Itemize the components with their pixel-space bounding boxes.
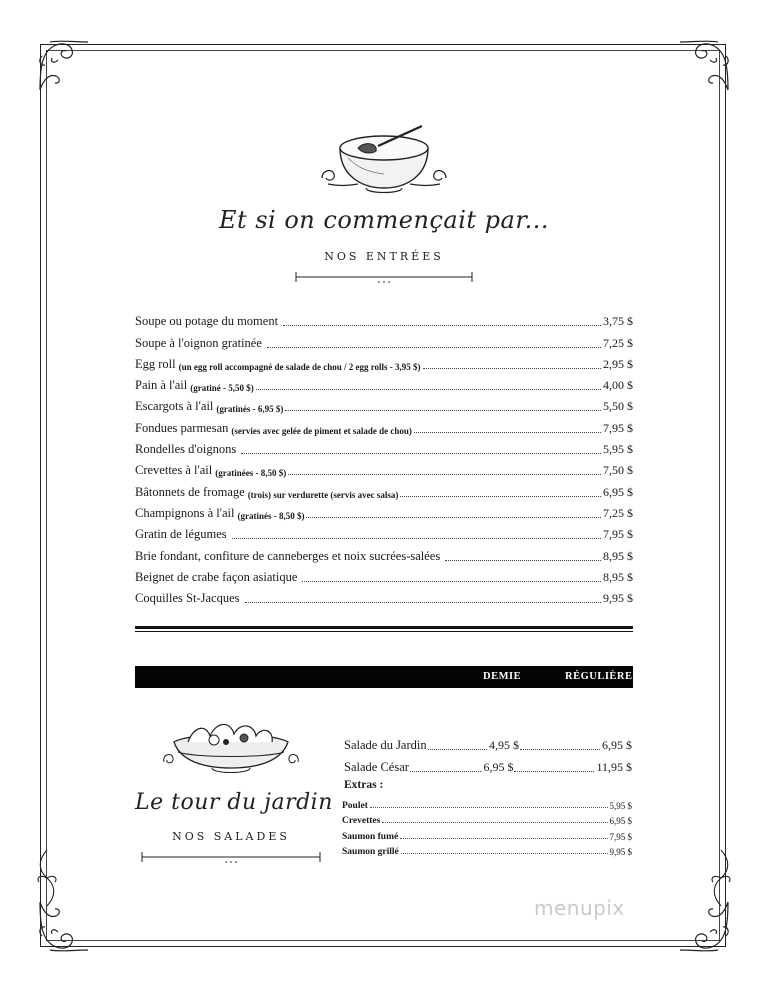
item-note: (servies avec gelée de piment et salade de chou) (231, 425, 412, 436)
item-price: 3,75 $ (603, 314, 633, 329)
item-price: 7,95 $ (603, 527, 633, 542)
item-price: 6,95 $ (603, 484, 633, 499)
item-name: Escargots à l'ail (135, 399, 214, 414)
list-item (342, 826, 632, 842)
item-note: (trois) sur verdurette (servis avec salsa) (247, 489, 399, 500)
item-name: Soupe ou potage du moment (135, 314, 279, 329)
list-item (135, 308, 633, 329)
salad-price-reguliere: 6,95 $ (602, 738, 632, 752)
item-name: Gratin de légumes (135, 527, 227, 542)
list-item (135, 585, 633, 606)
side-flourish-right (706, 848, 736, 908)
salad-price-demie: 4,95 $ (489, 738, 519, 752)
list-item (342, 795, 632, 811)
item-price: 2,95 $ (603, 356, 633, 371)
list-item (344, 753, 632, 775)
item-price: 5,95 $ (603, 442, 633, 457)
entrees-divider-ornament (292, 270, 476, 284)
extra-name: Saumon grillé (342, 847, 399, 857)
list-item (135, 393, 633, 414)
entrees-title: Et si on commençait par... (218, 206, 550, 234)
extra-price: 5,95 $ (609, 800, 632, 811)
extras-list (342, 795, 632, 857)
item-name: Soupe à l'oignon gratinée (135, 335, 262, 350)
item-note: (gratiné - 5,50 $) (190, 383, 254, 394)
soup-bowl-icon (318, 118, 450, 198)
salads-title: Le tour du jardin (135, 790, 333, 815)
item-name: Beignet de crabe façon asiatique (135, 569, 298, 584)
item-price: 4,00 $ (603, 378, 633, 393)
list-item (135, 521, 633, 542)
item-name: Fondues parmesan (135, 420, 229, 435)
list-item (342, 811, 632, 827)
item-name: Crevettes à l'ail (135, 463, 213, 478)
section-divider-thick (135, 626, 633, 629)
header-demie: DEMIE (483, 671, 522, 682)
item-name: Egg roll (135, 356, 176, 371)
salad-name: Salade César (344, 760, 409, 774)
item-name: Pain à l'ail (135, 378, 188, 393)
item-name: Champignons à l'ail (135, 505, 235, 520)
list-item (135, 564, 633, 585)
corner-flourish-top-left (36, 38, 92, 94)
item-price: 7,95 $ (603, 420, 633, 435)
salads-price-header (135, 666, 633, 688)
list-item (135, 478, 633, 499)
extra-price: 7,95 $ (609, 831, 632, 842)
extra-name: Saumon fumé (342, 831, 399, 842)
item-price: 7,50 $ (603, 463, 633, 478)
item-price: 5,50 $ (603, 399, 633, 414)
item-price: 7,25 $ (603, 335, 633, 350)
item-note: (gratinées - 8,50 $) (215, 468, 287, 479)
salad-bowl-icon (160, 716, 302, 778)
extras-title: Extras : (344, 779, 384, 791)
list-item (135, 372, 633, 393)
entrees-list (135, 308, 633, 606)
item-name: Coquilles St-Jacques (135, 591, 240, 606)
salads-list (344, 731, 632, 775)
side-flourish-left (32, 848, 62, 908)
item-name: Bâtonnets de fromage (135, 484, 245, 499)
entrees-subtitle: NOS ENTRÉES (324, 250, 444, 263)
list-item (342, 842, 632, 858)
item-note: (un egg roll accompagné de salade de chou / 2 egg rolls - 3,95 $) (178, 361, 421, 372)
header-reguliere: RÉGULIÈRE (565, 671, 633, 682)
section-divider-thin (135, 631, 633, 632)
list-item (135, 329, 633, 350)
salads-subtitle: NOS SALADES (172, 830, 290, 843)
list-item (135, 542, 633, 563)
extra-name: Poulet (342, 800, 368, 811)
list-item (135, 500, 633, 521)
extra-price: 6,95 $ (609, 816, 632, 826)
list-item (135, 436, 633, 457)
list-item (135, 351, 633, 372)
item-name: Brie fondant, confiture de canneberges et noix sucrées-salées (135, 548, 441, 563)
list-item (135, 457, 633, 478)
item-price: 9,95 $ (603, 591, 633, 606)
extra-price: 9,95 $ (609, 847, 632, 857)
list-item (135, 414, 633, 435)
salads-divider-ornament (138, 850, 324, 864)
item-note: (gratinés - 8,50 $) (237, 510, 305, 521)
item-price: 7,25 $ (603, 505, 633, 520)
watermark-logo: menupix (534, 896, 625, 920)
item-price: 8,95 $ (603, 569, 633, 584)
corner-flourish-top-right (676, 38, 732, 94)
list-item (344, 731, 632, 753)
salad-price-demie: 6,95 $ (483, 760, 514, 774)
salad-price-reguliere: 11,95 $ (596, 760, 632, 774)
item-price: 8,95 $ (603, 548, 633, 563)
salad-name: Salade du Jardin (344, 738, 427, 752)
item-name: Rondelles d'oignons (135, 442, 237, 457)
extra-name: Crevettes (342, 816, 381, 826)
item-note: (gratinés - 6,95 $) (216, 404, 284, 415)
